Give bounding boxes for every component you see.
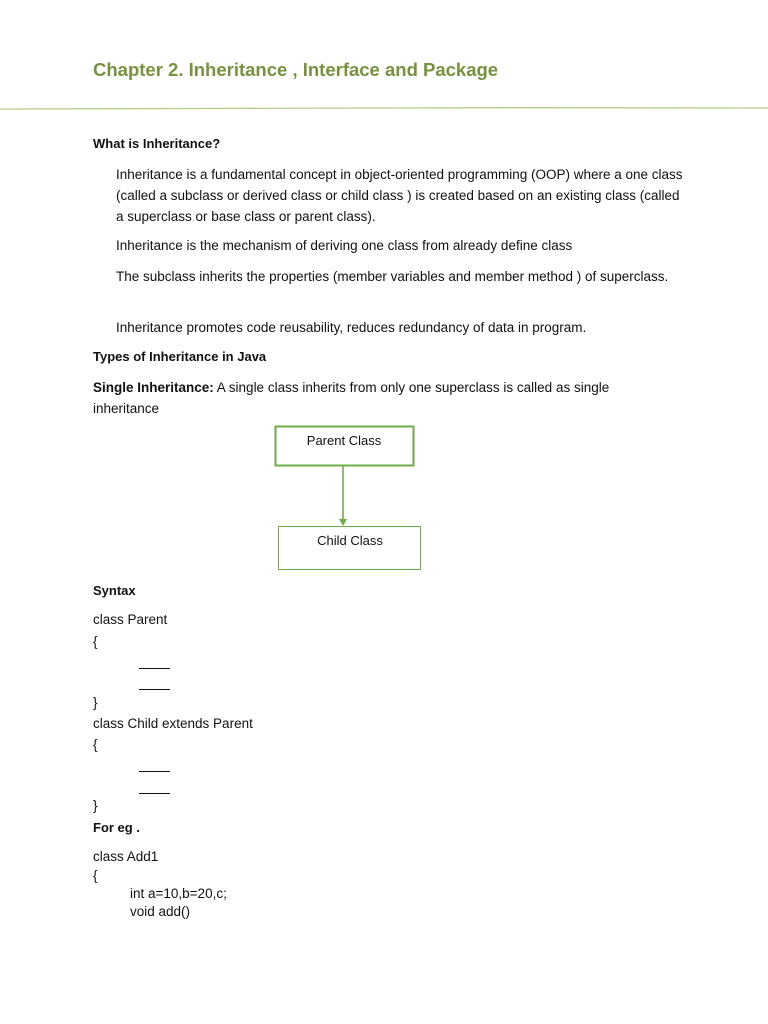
what-is-heading: What is Inheritance?	[93, 136, 221, 151]
mechanism-paragraph: Inheritance is the mechanism of deriving one class from already define class	[116, 238, 573, 253]
example-field-declaration: int a=10,b=20,c;	[130, 886, 227, 901]
parent-class-declaration: class Parent	[93, 612, 168, 627]
child-body-blank-2	[139, 793, 170, 794]
child-class-declaration: class Child extends Parent	[93, 716, 253, 731]
child-open-brace: {	[93, 737, 98, 752]
single-inheritance-text: A single class inherits from only one superclass is called as single inheritance	[93, 380, 610, 416]
parent-body-blank-1	[139, 668, 170, 669]
inheritance-diagram	[270, 420, 430, 576]
single-inheritance-paragraph	[93, 377, 653, 419]
chapter-title: Chapter 2. Inheritance , Interface and Package	[93, 59, 499, 80]
inheritance-arrow-head	[339, 519, 347, 526]
title-divider	[0, 106, 768, 112]
types-heading: Types of Inheritance in Java	[93, 349, 267, 364]
parent-class-label: Parent Class	[306, 433, 382, 448]
child-body-blank-1	[139, 771, 170, 772]
example-class-declaration: class Add1	[93, 849, 159, 864]
parent-close-brace: }	[93, 695, 98, 710]
parent-body-blank-2	[139, 689, 170, 690]
example-open-brace: {	[93, 868, 98, 883]
definition-paragraph: Inheritance is a fundamental concept in object-oriented programming (OOP) where a one class (called a subclass or derived class or child class ) is created based on an existing class (called a superclass or base class or parent class).	[116, 167, 683, 224]
parent-open-brace: {	[93, 634, 98, 649]
reusability-paragraph: Inheritance promotes code reusability, reduces redundancy of data in program.	[116, 320, 587, 335]
child-class-label: Child Class	[317, 533, 383, 548]
single-inheritance-label: Single Inheritance:	[93, 380, 214, 395]
example-heading: For eg .	[93, 820, 140, 835]
syntax-heading: Syntax	[93, 583, 136, 598]
example-method-declaration: void add()	[130, 904, 191, 919]
properties-paragraph: The subclass inherits the properties (member variables and member method ) of superclass.	[116, 269, 669, 284]
child-close-brace: }	[93, 798, 98, 813]
